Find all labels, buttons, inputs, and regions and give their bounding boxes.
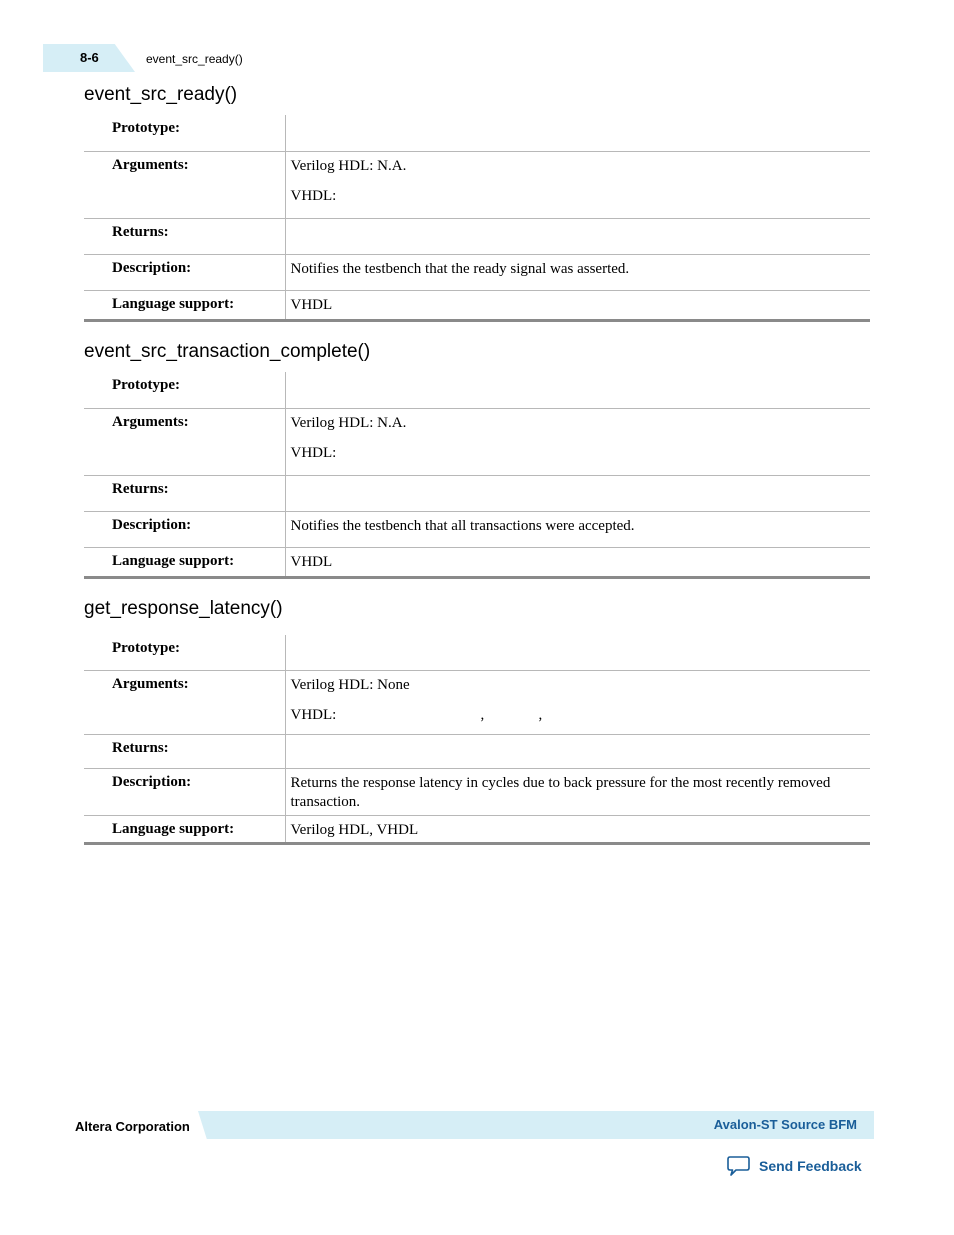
returns-label: Returns: — [112, 739, 169, 756]
language-support-row — [84, 815, 870, 843]
section-title: event_src_transaction_complete() — [84, 341, 371, 362]
send-feedback-link[interactable] — [727, 1155, 862, 1177]
speech-bubble-icon — [727, 1155, 750, 1177]
prototype-value — [291, 372, 849, 377]
returns-value — [291, 476, 849, 481]
returns-label: Returns: — [112, 223, 169, 240]
description-row — [84, 768, 870, 815]
returns-row — [84, 475, 870, 511]
prototype-label: Prototype: — [112, 377, 181, 393]
prototype-value — [291, 635, 849, 640]
arguments-label: Arguments: — [112, 413, 189, 430]
arguments-vhdl: VHDL: — [290, 706, 337, 723]
description-row — [84, 511, 870, 547]
send-feedback-label[interactable]: Send Feedback — [759, 1158, 862, 1174]
prototype-row — [84, 115, 870, 151]
returns-value — [291, 735, 849, 740]
arguments-row — [84, 151, 870, 218]
arguments-separator: , — [480, 706, 485, 723]
footer-doc-title[interactable]: Avalon-ST Source BFM — [713, 1117, 857, 1132]
api-table — [84, 635, 870, 845]
api-table — [84, 372, 870, 579]
arguments-row — [84, 670, 870, 734]
language-support-value: Verilog HDL, VHDL — [290, 821, 419, 838]
arguments-verilog: Verilog HDL: N.A. — [290, 414, 407, 431]
api-table — [84, 115, 870, 322]
language-support-label: Language support: — [112, 295, 235, 312]
returns-value — [291, 219, 849, 224]
description-label: Description: — [112, 773, 192, 790]
prototype-value — [291, 115, 849, 120]
description-value: Returns the response latency in cycles due to back pressure for the most recently removed transaction. — [290, 774, 831, 810]
prototype-row — [84, 372, 870, 408]
language-support-row — [84, 290, 870, 320]
arguments-row — [84, 408, 870, 475]
prototype-row — [84, 635, 870, 670]
page-number: 8-6 — [80, 50, 99, 65]
arguments-separator: , — [538, 706, 543, 723]
section-title: get_response_latency() — [84, 598, 283, 619]
language-support-label: Language support: — [112, 552, 235, 569]
running-title: event_src_ready() — [146, 52, 243, 66]
description-value: Notifies the testbench that all transactions were accepted. — [290, 517, 635, 534]
returns-row — [84, 218, 870, 254]
footer-company: Altera Corporation — [75, 1119, 190, 1134]
description-value: Notifies the testbench that the ready signal was asserted. — [290, 260, 630, 277]
language-support-value: VHDL — [290, 553, 333, 570]
description-row — [84, 254, 870, 290]
language-support-label: Language support: — [112, 820, 235, 837]
prototype-label: Prototype: — [112, 120, 181, 136]
arguments-vhdl: VHDL: — [290, 187, 337, 204]
prototype-label: Prototype: — [112, 640, 181, 656]
arguments-verilog: Verilog HDL: N.A. — [290, 157, 407, 174]
language-support-value: VHDL — [290, 296, 333, 313]
description-label: Description: — [112, 516, 192, 533]
returns-label: Returns: — [112, 480, 169, 497]
arguments-label: Arguments: — [112, 675, 189, 692]
arguments-verilog: Verilog HDL: None — [290, 676, 410, 693]
language-support-row — [84, 547, 870, 577]
arguments-vhdl: VHDL: — [290, 444, 337, 461]
returns-row — [84, 734, 870, 768]
arguments-label: Arguments: — [112, 156, 189, 173]
description-label: Description: — [112, 259, 192, 276]
section-title: event_src_ready() — [84, 84, 238, 105]
